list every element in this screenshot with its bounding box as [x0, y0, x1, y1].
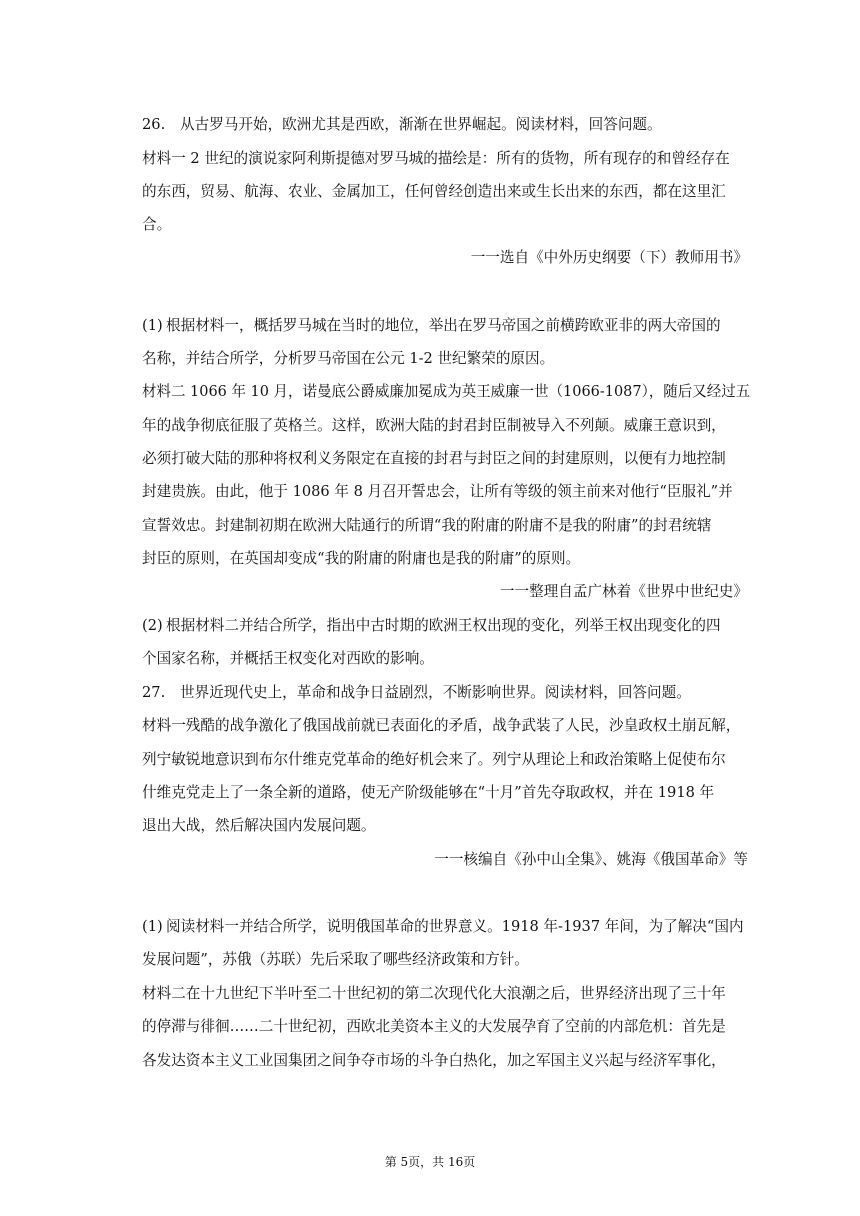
q26-material2-line-1: 材料二 1066 年 10 月，诺曼底公爵威廉加冕成为英王威廉一世（1066-1087），随后又经过五	[142, 383, 751, 400]
q26-material2-line-3: 必须打破大陆的那种将权利义务限定在直接的封君与封臣之间的封建原则，以便有力地控制	[142, 450, 726, 467]
q27-question1-line-1	[142, 915, 744, 936]
q27-material2-line-1: 材料二在十九世纪下半叶至二十世纪初的第二次现代化大浪潮之后，世界经济出现了三十年	[142, 985, 726, 1002]
q26-intro-line	[142, 113, 662, 134]
q27-material1-line-2: 列宁敏锐地意识到布尔什维克党革命的绝好机会来了。列宁从理论上和政治策略上促使布尔	[142, 751, 726, 768]
page-footer: 第 5页，共 16页	[384, 1155, 476, 1169]
q27-intro: 世界近现代史上，革命和战争日益剧烈，不断影响世界。阅读材料，回答问题。	[180, 684, 691, 701]
q26-number: 26.	[142, 116, 166, 133]
q27-material2-line-3: 各发达资本主义工业国集团之间争夺市场的斗争白热化，加之军国主义兴起与经济军事化，	[142, 1052, 726, 1069]
q26-intro: 从古罗马开始，欧洲尤其是西欧，渐渐在世界崛起。阅读材料，回答问题。	[180, 116, 662, 133]
q26-material2-line-4: 封建贵族。由此，他于 1086 年 8 月召开誓忠会，让所有等级的领主前来对他行“臣服礼”并	[142, 483, 733, 500]
q26-material1-source: 一一选自《中外历史纲要（下）教师用书》	[470, 249, 748, 266]
q27-material1-line-3: 什维克党走上了一条全新的道路，使无产阶级能够在“十月”首先夺取政权，并在 1918 年	[142, 784, 715, 801]
q26-material2-line-2: 年的战争彻底征服了英格兰。这样，欧洲大陆的封君封臣制被导入不列颠。威廉王意识到，	[142, 417, 726, 434]
q27-question1-number: (1)	[142, 918, 163, 935]
q26-question1-number: (1)	[142, 317, 163, 334]
q26-material1-line-1: 材料一 2 世纪的演说家阿利斯提德对罗马城的描绘是：所有的货物，所有现存的和曾经存在	[142, 150, 730, 167]
q26-question2-line-2: 个国家名称，并概括王权变化对西欧的影响。	[142, 650, 434, 667]
q26-material2-source: 一一整理自孟广林着《世界中世纪史》	[499, 583, 748, 600]
q27-number: 27.	[142, 684, 166, 701]
q26-material1-line-3: 合。	[142, 216, 172, 233]
q27-material1-source: 一一核编自《孙中山全集》、姚海《俄国革命》等	[434, 851, 748, 868]
q26-question1-line-1	[142, 314, 721, 335]
q26-question2-text-1: 根据材料二并结合所学，指出中古时期的欧洲王权出现的变化，列举王权出现变化的四	[166, 617, 721, 634]
q26-material2-line-6: 封臣的原则，在英国却变成“我的附庸的附庸也是我的附庸”的原则。	[142, 550, 581, 567]
q26-material2-line-5: 宣誓效忠。封建制初期在欧洲大陆通行的所谓“我的附庸的附庸不是我的附庸”的封君统辖	[142, 517, 712, 534]
q26-question1-line-2: 名称，并结合所学，分析罗马帝国在公元 1-2 世纪繁荣的原因。	[142, 350, 555, 367]
q27-question1-line-2: 发展问题”，苏俄（苏联）先后采取了哪些经济政策和方针。	[142, 951, 529, 968]
q27-question1-text-1: 阅读材料一并结合所学，说明俄国革命的世界意义。1918 年-1937 年间，为了解决“国内	[166, 918, 744, 935]
q26-question2-line-1	[142, 614, 721, 635]
q27-intro-line	[142, 681, 691, 702]
q27-material1-line-1: 材料一残酷的战争激化了俄国战前就已表面化的矛盾，战争武装了人民，沙皇政权土崩瓦解，	[142, 717, 741, 734]
q26-material1-line-2: 的东西，贸易、航海、农业、金属加工，任何曾经创造出来或生长出来的东西，都在这里汇	[142, 183, 726, 200]
q26-question1-text-1: 根据材料一，概括罗马城在当时的地位，举出在罗马帝国之前横跨欧亚非的两大帝国的	[166, 317, 721, 334]
q27-material1-line-4: 退出大战，然后解决国内发展问题。	[142, 817, 376, 834]
q26-question2-number: (2)	[142, 617, 163, 634]
q27-material2-line-2: 的停滞与徘徊……二十世纪初，西欧北美资本主义的大发展孕育了空前的内部危机：首先是	[142, 1018, 726, 1035]
